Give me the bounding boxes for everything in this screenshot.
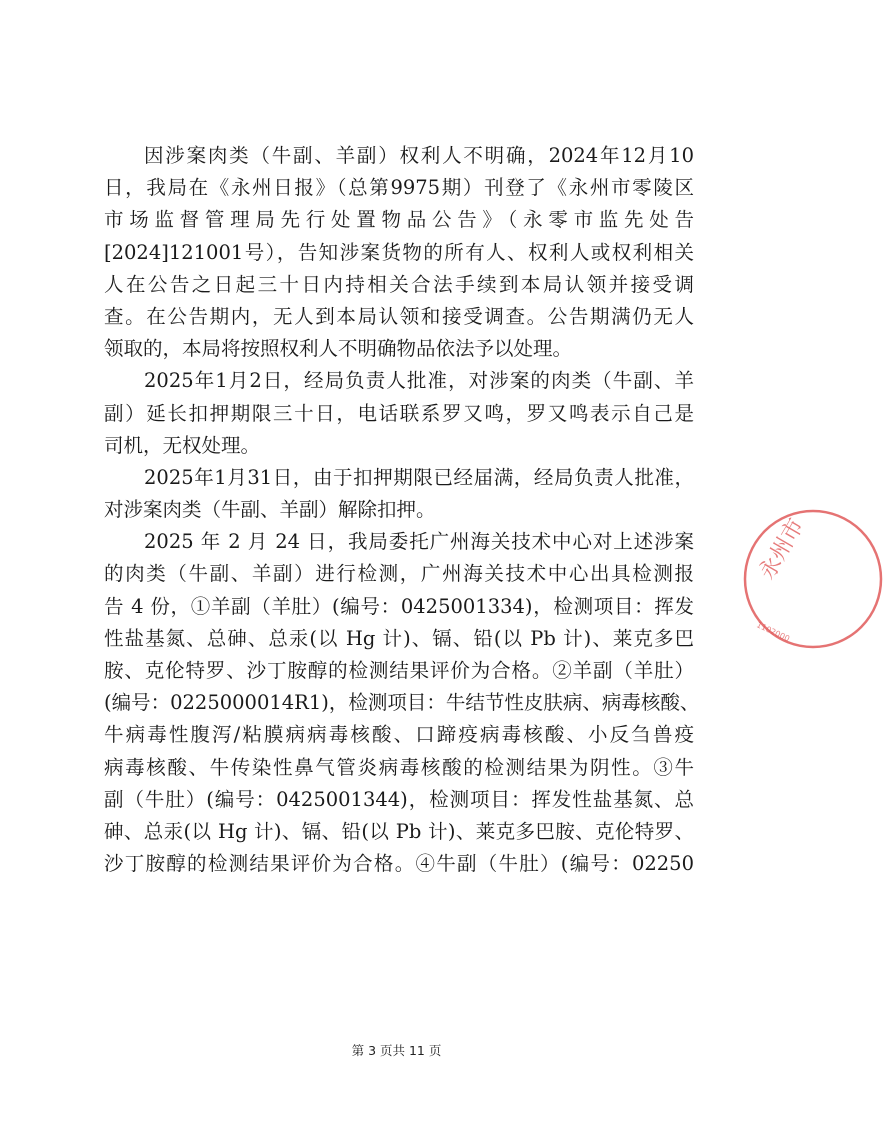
text-line: 沙丁胺醇的检测结果评价为合格。④牛副（牛肚）(编号：02250 bbox=[104, 852, 694, 876]
text-line: 副）延长扣押期限三十日，电话联系罗又鸣，罗又鸣表示自己是 bbox=[104, 401, 694, 425]
text-line: 领取的，本局将按照权利人不明确物品依法予以处理。 bbox=[104, 337, 573, 361]
text-line: 副（牛肚）(编号：0425001344)，检测项目：挥发性盐基氮、总 bbox=[104, 787, 694, 811]
text-line: 告 4 份，①羊副（羊肚）(编号：0425001334)，检测项目：挥发 bbox=[104, 594, 694, 618]
text-line: 砷、总汞(以 Hg 计)、镉、铅(以 Pb 计)、莱克多巴胺、克伦特罗、 bbox=[104, 819, 694, 843]
text-line: 2025 年 2 月 24 日，我局委托广州海关技术中心对上述涉案 bbox=[144, 530, 694, 554]
text-line: 2025年1月31日，由于扣押期限已经届满，经局负责人批准， bbox=[144, 465, 694, 489]
text-line: 胺、克伦特罗、沙丁胺醇的检测结果评价为合格。②羊副（羊肚） bbox=[104, 659, 694, 682]
text-line: 对涉案肉类（牛副、羊副）解除扣押。 bbox=[104, 498, 436, 522]
text-line: [2024]121001号），告知涉案货物的所有人、权利人或权利相关 bbox=[104, 240, 694, 264]
text-line: 日，我局在《永州日报》（总第9975期）刊登了《永州市零陵区 bbox=[104, 176, 694, 200]
text-line: 司机，无权处理。 bbox=[104, 433, 261, 457]
text-line: 人在公告之日起三十日内持相关合法手续到本局认领并接受调 bbox=[104, 272, 694, 296]
text-line: 病毒核酸、牛传染性鼻气管炎病毒核酸的检测结果为阴性。③牛 bbox=[104, 755, 694, 779]
text-line: (编号：0225000014R1)，检测项目：牛结节性皮肤病、病毒核酸、 bbox=[104, 691, 700, 715]
paragraph-3 bbox=[104, 462, 694, 526]
text-line: 牛病毒性腹泻/粘膜病病毒核酸、口蹄疫病毒核酸、小反刍兽疫 bbox=[104, 723, 694, 747]
seal-text: 永州市 bbox=[754, 514, 810, 585]
text-line: 市场监督管理局先行处置物品公告》（永零市监先处告 bbox=[104, 208, 694, 232]
seal-code: 1102000 bbox=[755, 620, 792, 644]
paragraph-2 bbox=[104, 365, 694, 462]
text-line: 2025年1月2日，经局负责人批准，对涉案的肉类（牛副、羊 bbox=[144, 369, 694, 393]
text-line: 的肉类（牛副、羊副）进行检测，广州海关技术中心出具检测报 bbox=[104, 562, 694, 586]
document-body bbox=[104, 140, 700, 880]
paragraph-1 bbox=[104, 140, 694, 365]
text-line: 性盐基氮、总砷、总汞(以 Hg 计)、镉、铅(以 Pb 计)、莱克多巴 bbox=[104, 626, 694, 650]
text-line: 因涉案肉类（牛副、羊副）权利人不明确，2024年12月10 bbox=[144, 144, 694, 167]
official-seal-icon bbox=[738, 504, 888, 654]
paragraph-4 bbox=[104, 526, 700, 880]
text-line: 查。在公告期内，无人到本局认领和接受调查。公告期满仍无人 bbox=[104, 304, 694, 328]
page-number: 第 3 页共 11 页 bbox=[351, 1043, 442, 1058]
